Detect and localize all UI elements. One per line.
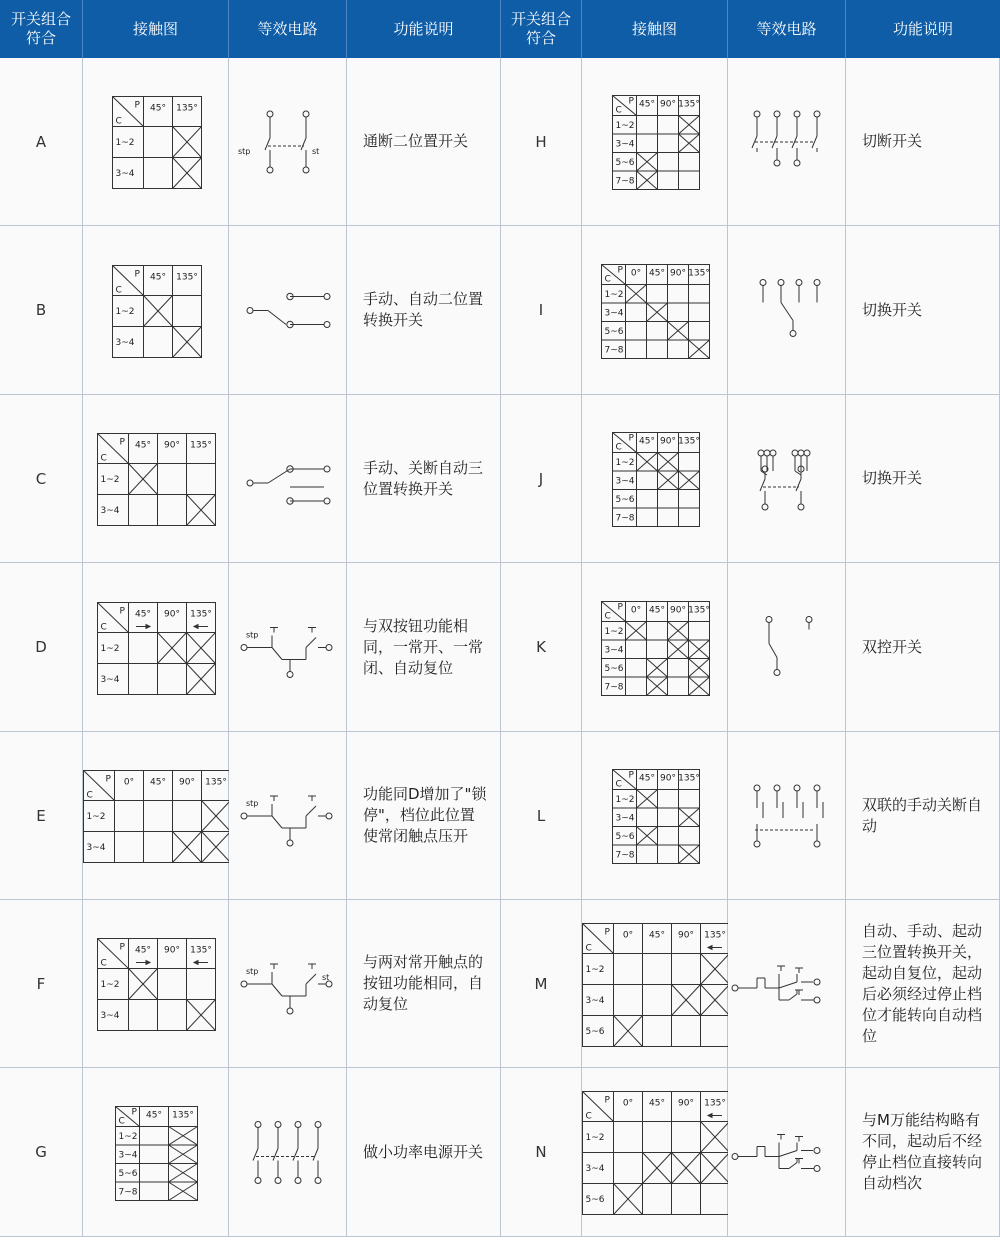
equivalent-circuit bbox=[732, 1135, 820, 1172]
contact-closed-mark bbox=[689, 677, 710, 696]
c-label: C bbox=[585, 943, 592, 954]
contact-column-label: 45° bbox=[649, 605, 665, 616]
contact-row-label: 5~6 bbox=[615, 831, 635, 842]
contact-closed-mark bbox=[637, 790, 658, 809]
p-label: P bbox=[628, 433, 634, 444]
contact-row-label: 7~8 bbox=[604, 345, 624, 356]
circuit-cell bbox=[728, 1068, 846, 1237]
c-label: C bbox=[86, 790, 93, 801]
p-label: P bbox=[119, 437, 125, 448]
contact-column-label: 90° bbox=[660, 773, 676, 784]
header-code-left: 开关组合 符合 bbox=[0, 0, 83, 58]
p-label: P bbox=[119, 942, 125, 953]
circuit-cell bbox=[728, 900, 846, 1068]
contact-column-label: 45° bbox=[639, 773, 655, 784]
header-contact-left: 接触图 bbox=[83, 0, 229, 58]
contact-closed-mark bbox=[169, 1182, 198, 1201]
contact-row-label: 1~2 bbox=[615, 120, 635, 131]
contact-closed-mark bbox=[679, 471, 700, 490]
circuit-cell bbox=[728, 58, 846, 226]
contact-row-label: 3~4 bbox=[585, 1164, 605, 1174]
st-label: st bbox=[312, 147, 320, 156]
arrow-left-icon bbox=[708, 1114, 722, 1118]
contact-row-label: 3~4 bbox=[115, 169, 135, 179]
contact-closed-mark bbox=[173, 158, 202, 189]
contact-row-label: 7~8 bbox=[615, 850, 635, 861]
equivalent-circuit bbox=[760, 280, 820, 337]
contact-column-label: 45° bbox=[150, 777, 166, 788]
contact-closed-mark bbox=[187, 1000, 216, 1031]
switch-code: M bbox=[501, 900, 582, 1068]
contact-row-label: 1~2 bbox=[604, 289, 624, 300]
contact-cell bbox=[582, 395, 728, 563]
c-label: C bbox=[604, 611, 611, 622]
contact-column-label: 45° bbox=[146, 1110, 162, 1121]
contact-column-label: 135° bbox=[678, 436, 700, 447]
contact-row-label: 1~2 bbox=[100, 980, 120, 990]
st-label: st bbox=[322, 973, 330, 982]
contact-column-label: 90° bbox=[179, 777, 195, 788]
contact-closed-mark bbox=[643, 1153, 672, 1184]
contact-column-label: 90° bbox=[660, 99, 676, 110]
function-description bbox=[347, 732, 501, 900]
contact-closed-mark bbox=[626, 622, 647, 641]
switch-code: B bbox=[0, 226, 83, 395]
c-label: C bbox=[115, 285, 122, 296]
contact-column-label: 45° bbox=[135, 945, 151, 956]
contact-cell bbox=[83, 395, 229, 563]
contact-cell bbox=[83, 58, 229, 226]
contact-closed-mark bbox=[701, 954, 730, 985]
p-label: P bbox=[617, 265, 623, 276]
arrow-left-icon bbox=[194, 961, 208, 965]
function-description bbox=[347, 395, 501, 563]
contact-cell bbox=[83, 732, 229, 900]
switch-code: F bbox=[0, 900, 83, 1068]
circuit-cell bbox=[229, 563, 347, 732]
contact-closed-mark bbox=[144, 296, 173, 327]
switch-code: K bbox=[501, 563, 582, 732]
p-label: P bbox=[134, 100, 140, 111]
c-label: C bbox=[100, 453, 107, 464]
contact-column-label: 0° bbox=[123, 777, 135, 788]
contact-column-label: 45° bbox=[150, 272, 166, 283]
equivalent-circuit bbox=[754, 785, 823, 847]
contact-column-label: 135° bbox=[688, 268, 710, 279]
c-label: C bbox=[118, 1116, 125, 1127]
equivalent-circuit bbox=[238, 111, 319, 173]
header-contact-right: 接触图 bbox=[582, 0, 728, 58]
contact-cell bbox=[582, 1068, 728, 1237]
contact-row-label: 1~2 bbox=[115, 138, 135, 148]
circuit-cell bbox=[229, 732, 347, 900]
contact-closed-mark bbox=[614, 1016, 643, 1047]
contact-closed-mark bbox=[187, 495, 216, 526]
contact-row-label: 3~4 bbox=[604, 308, 624, 319]
circuit-cell bbox=[229, 226, 347, 395]
contact-closed-mark bbox=[187, 664, 216, 695]
contact-diagram bbox=[583, 1092, 730, 1215]
contact-closed-mark bbox=[679, 116, 700, 135]
contact-column-label: 135° bbox=[205, 777, 227, 788]
p-label: P bbox=[131, 1107, 137, 1118]
contact-closed-mark bbox=[668, 622, 689, 641]
function-description bbox=[347, 563, 501, 732]
circuit-cell bbox=[728, 395, 846, 563]
contact-row-label: 3~4 bbox=[115, 338, 135, 348]
contact-row-label: 1~2 bbox=[604, 626, 624, 637]
contact-row-label: 1~2 bbox=[615, 457, 635, 468]
function-text: 双联的手动关断自动 bbox=[862, 795, 983, 835]
function-text: 功能同D增加了"锁停"，档位此位置使常闭触点压开 bbox=[363, 785, 487, 845]
contact-column-label: 135° bbox=[704, 1098, 726, 1109]
contact-column-label: 45° bbox=[649, 1098, 665, 1109]
contact-column-label: 45° bbox=[150, 103, 166, 114]
function-description bbox=[846, 395, 1000, 563]
contact-column-label: 45° bbox=[135, 440, 151, 451]
contact-diagram bbox=[113, 97, 202, 189]
contact-row-label: 5~6 bbox=[585, 1195, 605, 1205]
contact-cell bbox=[582, 563, 728, 732]
header-circuit-left: 等效电路 bbox=[229, 0, 347, 58]
contact-column-label: 135° bbox=[688, 605, 710, 616]
circuit-cell bbox=[229, 58, 347, 226]
p-label: P bbox=[604, 927, 610, 938]
c-label: C bbox=[604, 274, 611, 285]
contact-column-label: 135° bbox=[176, 103, 198, 114]
c-label: C bbox=[115, 116, 122, 127]
equivalent-circuit bbox=[253, 1122, 321, 1184]
contact-column-label: 135° bbox=[704, 930, 726, 941]
p-label: P bbox=[617, 602, 623, 613]
arrow-right-icon bbox=[136, 961, 150, 965]
contact-closed-mark bbox=[637, 171, 658, 190]
function-description bbox=[846, 563, 1000, 732]
stp-label: stp bbox=[246, 799, 259, 808]
contact-closed-mark bbox=[668, 640, 689, 659]
function-text: 与双按钮功能相同，一常开、一常闭、自动复位 bbox=[363, 616, 484, 677]
stp-label: stp bbox=[238, 147, 251, 156]
contact-row-label: 1~2 bbox=[100, 644, 120, 654]
contact-row-label: 1~2 bbox=[100, 475, 120, 485]
contact-closed-mark bbox=[169, 1145, 198, 1164]
function-text: 自动、手动、起动三位置转换开关，起动自复位，起动后必须经过停止档位才能转向自动档位 bbox=[862, 921, 983, 1045]
function-text: 通断二位置开关 bbox=[363, 132, 469, 150]
contact-row-label: 3~4 bbox=[118, 1150, 138, 1161]
contact-diagram bbox=[84, 771, 231, 863]
contact-diagram bbox=[602, 602, 710, 696]
contact-closed-mark bbox=[668, 322, 689, 341]
contact-diagram bbox=[98, 939, 216, 1031]
contact-closed-mark bbox=[672, 985, 701, 1016]
contact-diagram bbox=[98, 603, 216, 695]
equivalent-circuit bbox=[732, 966, 820, 1003]
contact-closed-mark bbox=[689, 659, 710, 678]
c-label: C bbox=[100, 622, 107, 633]
contact-closed-mark bbox=[169, 1164, 198, 1183]
contact-closed-mark bbox=[202, 801, 231, 832]
c-label: C bbox=[100, 958, 107, 969]
equivalent-circuit bbox=[241, 796, 332, 846]
contact-diagram bbox=[613, 96, 700, 190]
contact-column-label: 0° bbox=[630, 605, 642, 616]
contact-column-label: 45° bbox=[649, 268, 665, 279]
contact-column-label: 45° bbox=[135, 609, 151, 620]
arrow-right-icon bbox=[136, 625, 150, 629]
contact-row-label: 3~4 bbox=[615, 476, 635, 487]
contact-row-label: 5~6 bbox=[615, 494, 635, 505]
contact-closed-mark bbox=[679, 134, 700, 153]
contact-column-label: 135° bbox=[678, 99, 700, 110]
contact-closed-mark bbox=[701, 1153, 730, 1184]
contact-closed-mark bbox=[701, 985, 730, 1016]
p-label: P bbox=[604, 1095, 610, 1106]
function-description bbox=[846, 58, 1000, 226]
contact-closed-mark bbox=[637, 453, 658, 472]
contact-closed-mark bbox=[202, 832, 231, 863]
c-label: C bbox=[615, 442, 622, 453]
contact-column-label: 45° bbox=[639, 436, 655, 447]
contact-column-label: 135° bbox=[172, 1110, 194, 1121]
contact-cell bbox=[582, 58, 728, 226]
function-text: 切换开关 bbox=[862, 300, 923, 319]
contact-row-label: 1~2 bbox=[118, 1131, 138, 1142]
contact-column-label: 0° bbox=[622, 1098, 634, 1109]
c-label: C bbox=[615, 105, 622, 116]
contact-cell bbox=[83, 226, 229, 395]
contact-diagram bbox=[613, 770, 700, 864]
function-description bbox=[846, 1068, 1000, 1237]
contact-closed-mark bbox=[689, 340, 710, 359]
contact-column-label: 45° bbox=[639, 99, 655, 110]
contact-column-label: 90° bbox=[678, 1098, 694, 1109]
function-text: 与两对常开触点的按钮功能相同，自动复位 bbox=[363, 953, 484, 1013]
function-description bbox=[347, 226, 501, 395]
function-description bbox=[846, 732, 1000, 900]
contact-closed-mark bbox=[637, 827, 658, 846]
contact-cell bbox=[83, 900, 229, 1068]
contact-row-label: 3~4 bbox=[100, 506, 120, 516]
c-label: C bbox=[585, 1111, 592, 1122]
contact-cell bbox=[582, 732, 728, 900]
equivalent-circuit bbox=[752, 111, 820, 166]
contact-row-label: 3~4 bbox=[100, 675, 120, 685]
contact-closed-mark bbox=[658, 471, 679, 490]
c-label: C bbox=[615, 779, 622, 790]
p-label: P bbox=[105, 774, 111, 785]
switch-code: E bbox=[0, 732, 83, 900]
contact-cell bbox=[582, 900, 728, 1068]
switch-code: D bbox=[0, 563, 83, 732]
contact-row-label: 1~2 bbox=[615, 794, 635, 805]
function-text: 手动、关断自动三位置转换开关 bbox=[363, 458, 484, 498]
p-label: P bbox=[134, 269, 140, 280]
header-code-right: 开关组合 符合 bbox=[501, 0, 582, 58]
stp-label: stp bbox=[246, 630, 259, 640]
contact-row-label: 7~8 bbox=[118, 1187, 138, 1198]
contact-column-label: 90° bbox=[660, 436, 676, 447]
switch-code: H bbox=[501, 58, 582, 226]
contact-column-label: 135° bbox=[190, 440, 212, 451]
contact-column-label: 90° bbox=[164, 945, 180, 956]
p-label: P bbox=[119, 606, 125, 617]
function-description bbox=[347, 1068, 501, 1237]
contact-row-label: 7~8 bbox=[615, 513, 635, 524]
function-text: 与M万能结构略有不同，起动后不经停止档位直接转向自动档次 bbox=[862, 1111, 983, 1192]
contact-closed-mark bbox=[187, 633, 216, 664]
contact-column-label: 135° bbox=[190, 945, 212, 956]
contact-column-label: 0° bbox=[630, 268, 642, 279]
contact-row-label: 5~6 bbox=[604, 326, 624, 337]
contact-row-label: 3~4 bbox=[615, 139, 635, 150]
contact-diagram bbox=[113, 266, 202, 358]
contact-diagram bbox=[602, 265, 710, 359]
contact-closed-mark bbox=[173, 327, 202, 358]
contact-row-label: 5~6 bbox=[604, 663, 624, 674]
contact-closed-mark bbox=[169, 1127, 198, 1146]
equivalent-circuit bbox=[247, 293, 330, 327]
function-description bbox=[846, 226, 1000, 395]
contact-row-label: 5~6 bbox=[118, 1168, 138, 1179]
switch-code: J bbox=[501, 395, 582, 563]
circuit-cell bbox=[229, 900, 347, 1068]
contact-row-label: 5~6 bbox=[615, 157, 635, 168]
switch-code: A bbox=[0, 58, 83, 226]
function-description bbox=[347, 58, 501, 226]
switch-code: L bbox=[501, 732, 582, 900]
contact-closed-mark bbox=[672, 1153, 701, 1184]
equivalent-circuit bbox=[766, 617, 812, 676]
contact-closed-mark bbox=[626, 285, 647, 304]
equivalent-circuit bbox=[241, 964, 332, 1014]
contact-diagram bbox=[116, 1107, 198, 1201]
contact-column-label: 135° bbox=[190, 609, 212, 620]
equivalent-circuit bbox=[758, 450, 810, 510]
header-function-left: 功能说明 bbox=[347, 0, 501, 58]
function-description bbox=[347, 900, 501, 1068]
contact-closed-mark bbox=[658, 453, 679, 472]
circuit-cell bbox=[728, 226, 846, 395]
function-text: 做小功率电源开关 bbox=[363, 1142, 484, 1161]
contact-closed-mark bbox=[614, 1184, 643, 1215]
contact-closed-mark bbox=[679, 808, 700, 827]
contact-diagram bbox=[98, 434, 216, 526]
contact-column-label: 90° bbox=[164, 440, 180, 451]
contact-column-label: 90° bbox=[678, 930, 694, 941]
contact-row-label: 7~8 bbox=[615, 176, 635, 187]
header-function-right: 功能说明 bbox=[846, 0, 1000, 58]
switch-code: I bbox=[501, 226, 582, 395]
contact-column-label: 45° bbox=[649, 930, 665, 941]
contact-closed-mark bbox=[637, 153, 658, 172]
switch-code: G bbox=[0, 1068, 83, 1237]
circuit-cell bbox=[728, 732, 846, 900]
contact-cell bbox=[83, 563, 229, 732]
equivalent-circuit bbox=[247, 466, 330, 504]
contact-row-label: 3~4 bbox=[585, 996, 605, 1006]
contact-closed-mark bbox=[647, 303, 668, 322]
arrow-left-icon bbox=[708, 946, 722, 950]
contact-row-label: 1~2 bbox=[115, 307, 135, 317]
equivalent-circuit bbox=[241, 628, 332, 678]
function-text: 切换开关 bbox=[862, 469, 923, 487]
contact-cell bbox=[582, 226, 728, 395]
switch-code: C bbox=[0, 395, 83, 563]
circuit-cell bbox=[728, 563, 846, 732]
contact-row-label: 1~2 bbox=[585, 1133, 605, 1143]
contact-row-label: 3~4 bbox=[100, 1011, 120, 1021]
contact-closed-mark bbox=[173, 832, 202, 863]
circuit-cell bbox=[229, 395, 347, 563]
contact-diagram bbox=[583, 924, 730, 1047]
circuit-cell bbox=[229, 1068, 347, 1237]
contact-row-label: 1~2 bbox=[585, 965, 605, 975]
header-circuit-right: 等效电路 bbox=[728, 0, 846, 58]
contact-closed-mark bbox=[173, 127, 202, 158]
function-description bbox=[846, 900, 1000, 1068]
stp-label: stp bbox=[246, 967, 259, 976]
contact-column-label: 0° bbox=[622, 930, 634, 941]
contact-closed-mark bbox=[129, 464, 158, 495]
contact-row-label: 3~4 bbox=[615, 813, 635, 824]
contact-closed-mark bbox=[701, 1122, 730, 1153]
switch-code: N bbox=[501, 1068, 582, 1237]
contact-closed-mark bbox=[647, 677, 668, 696]
contact-row-label: 3~4 bbox=[86, 843, 106, 853]
contact-closed-mark bbox=[689, 640, 710, 659]
function-text: 双控开关 bbox=[862, 637, 923, 656]
p-label: P bbox=[628, 770, 634, 781]
contact-diagram bbox=[613, 433, 700, 527]
contact-row-label: 5~6 bbox=[585, 1027, 605, 1037]
contact-row-label: 7~8 bbox=[604, 682, 624, 693]
arrow-left-icon bbox=[194, 625, 208, 629]
contact-row-label: 3~4 bbox=[604, 645, 624, 656]
p-label: P bbox=[628, 96, 634, 107]
contact-cell bbox=[83, 1068, 229, 1237]
contact-row-label: 1~2 bbox=[86, 812, 106, 822]
contact-closed-mark bbox=[647, 659, 668, 678]
contact-column-label: 135° bbox=[176, 272, 198, 283]
contact-column-label: 90° bbox=[670, 605, 686, 616]
function-text: 手动、自动二位置转换开关 bbox=[363, 290, 484, 329]
contact-column-label: 135° bbox=[678, 773, 700, 784]
contact-closed-mark bbox=[129, 969, 158, 1000]
contact-column-label: 90° bbox=[164, 609, 180, 620]
contact-closed-mark bbox=[679, 845, 700, 864]
function-text: 切断开关 bbox=[862, 132, 923, 150]
contact-column-label: 90° bbox=[670, 268, 686, 279]
contact-closed-mark bbox=[158, 633, 187, 664]
